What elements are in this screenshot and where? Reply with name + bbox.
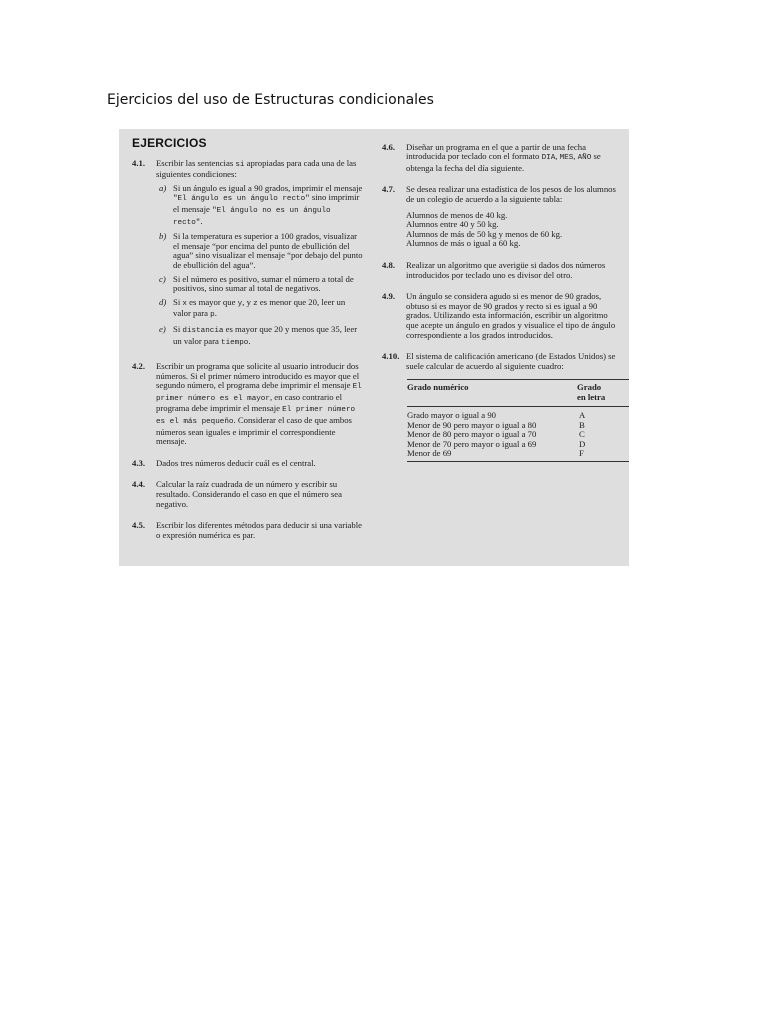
- exercise-text: Un ángulo se considera agudo si es menor de 90 grados, obtuso si es mayor de 90 grados y recto si es igual a 90 grados. Utilizando esta información, escribir un algoritmo que acepte un ángulo en grados y visualice el tipo de ángulo correspondiente a los grados introducidos.: [406, 291, 616, 340]
- subitem-letter: d): [159, 296, 167, 307]
- grade-header-letter-line1: Grado: [577, 382, 602, 393]
- code-text: si: [235, 160, 245, 169]
- exercise-4-1: [132, 159, 364, 349]
- code-text: MES: [559, 154, 574, 163]
- grade-table-body: [407, 407, 629, 460]
- code-text: y: [237, 299, 243, 308]
- exercise-text: Calcular la raíz cuadrada de un número y escribir su resultado. Considerando el caso en que el número sea negativo.: [156, 479, 342, 509]
- exercise-text: El sistema de calificación americano (de Estados Unidos) se suele calcular de acuerdo al siguiente cuadro:: [406, 351, 616, 371]
- subitem-letter: c): [159, 273, 166, 284]
- code-text: "El ángulo no es un ángulo recto": [173, 206, 331, 227]
- subitem-text: [173, 184, 364, 228]
- code-text: "El ángulo es un ángulo recto": [173, 195, 310, 204]
- code-text: distancia: [182, 326, 224, 335]
- exercise-4-8: [382, 261, 616, 280]
- exercise-4-5: [132, 521, 364, 540]
- subitem-text-part: Si: [173, 323, 183, 334]
- grade-range: Menor de 69: [407, 448, 452, 459]
- exercise-4-9: [382, 292, 616, 340]
- grade-letter: D: [579, 438, 586, 449]
- exercise-body: [406, 185, 616, 249]
- subitem-text-part: es menor que 20, leer un valor para: [173, 296, 346, 319]
- code-text: El primer número es el mayor: [156, 383, 362, 403]
- subitem-letter: a): [159, 182, 167, 193]
- exercise-number: 4.5.: [132, 520, 146, 531]
- exercise-number: 4.10.: [382, 351, 400, 362]
- exercise-4-3: [132, 459, 364, 469]
- subitem-letter: e): [159, 323, 166, 334]
- exercise-text: Escribir los diferentes métodos para deducir si una variable o expresión numérica es par.: [156, 520, 363, 540]
- exercise-text: Diseñar un programa en el que a partir de una fecha introducida por teclado con el formato: [406, 141, 586, 162]
- weights-row: Alumnos entre 40 y 50 kg.: [406, 219, 499, 230]
- subitem-text: [173, 325, 364, 348]
- exercise-4-4: [132, 480, 364, 509]
- subitem-text-part: .: [200, 215, 203, 226]
- exercise-text: Dados tres números deducir cuál es el central.: [156, 457, 316, 468]
- exercise-number: 4.7.: [382, 184, 396, 195]
- code-text: AÑO: [577, 154, 592, 163]
- grade-table: [407, 379, 629, 461]
- subitem-text: [173, 298, 364, 321]
- subitem-text: Si el número es positivo, sumar el número a total de positivos, sino sumar al total de negativos.: [173, 273, 354, 294]
- code-text: x: [182, 299, 187, 308]
- subitem-text-part: Si un ángulo es igual a 90 grados, imprimir el mensaje: [173, 182, 363, 193]
- grade-range: Menor de 80 pero mayor o igual a 70: [407, 429, 537, 440]
- grade-letter: A: [579, 410, 586, 421]
- code-text: p: [210, 311, 215, 320]
- subitem-text-part: sino imprimir el mensaje: [173, 192, 360, 214]
- subitem-b: [156, 232, 364, 270]
- exercise-text: , en caso contrario el programa debe imprimir el mensaje: [156, 391, 343, 414]
- subitem-c: [156, 275, 364, 294]
- grade-range: Grado mayor o igual a 90: [407, 410, 497, 421]
- subitem-text-part: , y: [242, 296, 254, 307]
- grade-row: [407, 449, 629, 458]
- grade-table-header: [407, 380, 629, 407]
- subitem-text-part: es mayor que: [186, 296, 238, 307]
- exercise-4-7: [382, 185, 616, 249]
- weights-row: Alumnos de menos de 40 kg.: [406, 209, 508, 220]
- grade-letter: C: [579, 429, 585, 440]
- code-text: DIA: [541, 154, 556, 163]
- subitem-a: [156, 184, 364, 228]
- exercise-text: Escribir las sentencias: [156, 157, 236, 168]
- grade-letter: B: [579, 419, 585, 430]
- subitem-text-part: Si: [173, 296, 183, 307]
- grade-range: Menor de 90 pero mayor o igual a 80: [407, 419, 537, 430]
- code-text: tiempo: [221, 338, 249, 347]
- weights-row: Alumnos de más de 50 kg y menos de 60 kg.: [406, 228, 563, 239]
- exercise-text: ,: [573, 151, 578, 162]
- exercise-4-10: [382, 352, 616, 371]
- exercise-number: 4.6.: [382, 141, 396, 152]
- exercise-number: 4.2.: [132, 361, 146, 372]
- subitem-text: Si la temperatura es superior a 100 grados, visualizar el mensaje “por encima del punto de ebullición del agua” sino visualizar el mensaje “por debajo del punto de ebullición del agua”.: [173, 231, 363, 270]
- subitem-text-part: .: [248, 335, 251, 346]
- grade-header-letter-line2: en letra: [577, 391, 606, 402]
- grade-letter: F: [579, 448, 584, 459]
- left-column: [132, 159, 364, 550]
- grade-header-numeric: Grado numérico: [407, 382, 469, 393]
- code-text: z: [253, 299, 258, 308]
- subitem-e: [156, 325, 364, 348]
- grade-header-letter: [577, 383, 629, 402]
- subitem-letter: b): [159, 231, 167, 242]
- exercise-number: 4.1.: [132, 157, 146, 168]
- exercise-4-2: [132, 362, 364, 447]
- document-title: Ejercicios del uso de Estructuras condicionales: [107, 92, 434, 108]
- exercise-text: Realizar un algoritmo que averigüe si dados dos números introducidos por teclado uno es divisor del otro.: [406, 259, 606, 280]
- exercise-number: 4.8.: [382, 259, 396, 270]
- subitem-text-part: .: [214, 308, 217, 319]
- code-text: El primer número es el más pequeño: [156, 406, 356, 427]
- subitem-d: [156, 298, 364, 321]
- exercise-text: se obtenga la fecha del día siguiente.: [406, 151, 601, 173]
- exercise-number: 4.4.: [132, 479, 146, 490]
- weights-row: Alumnos de más o igual a 60 kg.: [406, 238, 521, 249]
- exercise-number: 4.3.: [132, 457, 146, 468]
- weights-table: [406, 211, 616, 249]
- exercise-body: [156, 159, 364, 349]
- exercise-body: [156, 362, 364, 447]
- exercise-body: [406, 143, 616, 174]
- exercise-text: ,: [555, 151, 560, 162]
- grade-range: Menor de 70 pero mayor o igual a 69: [407, 438, 537, 449]
- exercise-number: 4.9.: [382, 291, 396, 302]
- exercise-4-6: [382, 143, 616, 174]
- subitem-text-part: es mayor que 20 y menos que 35, leer un valor para: [173, 323, 358, 346]
- exercise-text: apropiadas para cada una de las siguientes condiciones:: [156, 157, 357, 180]
- exercises-heading: EJERCICIOS: [132, 136, 207, 150]
- exercises-panel: [119, 129, 629, 566]
- exercise-text: Se desea realizar una estadística de los pesos de los alumnos de un colegio de acuerdo a la siguiente tabla:: [406, 184, 616, 204]
- exercise-text: Escribir un programa que solicite al usuario introducir dos números. Si el primer número introducido es mayor que el segundo número, el programa debe imprimir el mensaje: [156, 361, 360, 391]
- exercise-text: . Considerar el caso de que ambos números sean iguales e imprimir el correspondiente mensaje.: [156, 415, 352, 447]
- right-column: [382, 141, 616, 550]
